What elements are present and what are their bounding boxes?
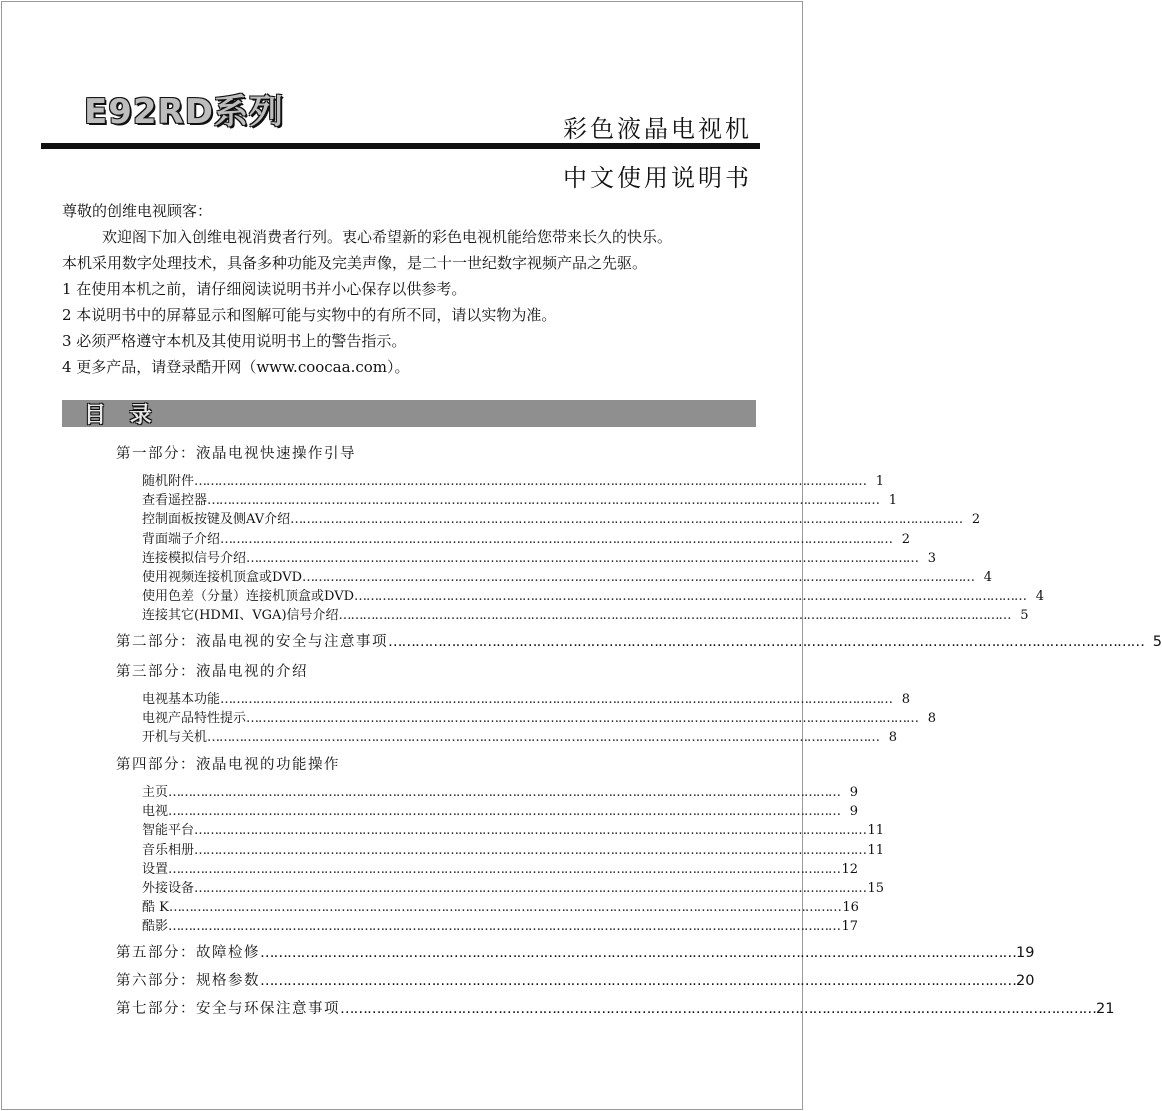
toc-heading: 目 录 (84, 403, 160, 428)
toc-leader: …………………………………………………………………………………………………………………………………………………… (338, 608, 1011, 624)
toc-part-5[interactable] (116, 941, 1035, 965)
toc-leader: …………………………………………………………………………………………………………………………………………………… (260, 972, 1016, 989)
toc-entry-label: 音乐相册 (142, 842, 195, 858)
toc-page-number: 12 (841, 861, 859, 877)
toc-page-number: 8 (888, 729, 898, 745)
toc-leader: …………………………………………………………………………………………………………………………………………………… (168, 804, 841, 820)
toc-entry[interactable] (116, 530, 911, 549)
salutation: 尊敬的创维电视顾客： (62, 202, 213, 220)
toc-part-7-title: 第七部分：安全与环保注意事项 (116, 1000, 340, 1017)
toc-leader: …………………………………………………………………………………………………………………………………………………… (290, 512, 963, 528)
toc-leader: …………………………………………………………………………………………………………………………………………………… (207, 493, 880, 509)
toc-entry[interactable] (116, 472, 885, 491)
toc-part-6[interactable] (116, 969, 1035, 993)
toc-part-1-title[interactable]: 第一部分：液晶电视快速操作引导 (116, 446, 356, 462)
welcome-paragraph: 欢迎阁下加入创维电视消费者行列。衷心希望新的彩色电视机能给您带来长久的快乐。 (102, 228, 673, 246)
toc-entry[interactable] (116, 821, 885, 840)
toc-part-4-items (116, 783, 885, 937)
toc-entry[interactable] (116, 510, 981, 529)
toc-page-number: 2 (901, 531, 911, 547)
toc-page-number: 19 (1016, 944, 1035, 961)
toc-entry[interactable] (116, 568, 993, 587)
toc-page-number: 8 (901, 691, 911, 707)
toc-leader: …………………………………………………………………………………………………………………………………………………… (194, 474, 867, 489)
toc-entry-label: 控制面板按键及侧AV介绍 (142, 512, 291, 528)
toc-entry-label: 主页 (142, 785, 169, 801)
table-of-contents (116, 444, 1162, 1021)
manual-title: 中文使用说明书 (563, 164, 752, 192)
toc-entry-label: 连接其它(HDMI、VGA)信号介绍 (142, 608, 339, 624)
intro-text (62, 198, 672, 380)
toc-entry-label: 酷 K (142, 900, 169, 916)
toc-leader: …………………………………………………………………………………………………………………………………………………… (220, 531, 893, 547)
toc-entry[interactable] (116, 709, 937, 728)
toc-entry-label: 查看遥控器 (142, 493, 208, 509)
toc-leader: …………………………………………………………………………………………………………………………………………………… (168, 785, 841, 801)
toc-part-5-title: 第五部分：故障检修 (116, 944, 260, 961)
toc-part-4-title[interactable]: 第四部分：液晶电视的功能操作 (116, 757, 340, 774)
toc-entry-label: 电视 (142, 804, 169, 820)
toc-page-number: 17 (841, 919, 859, 935)
toc-entry-label: 设置 (142, 861, 169, 877)
toc-leader: …………………………………………………………………………………………………………………………………………………… (260, 944, 1016, 961)
toc-page-number: 5 (1020, 608, 1029, 624)
toc-heading-bar (62, 400, 756, 427)
toc-leader: …………………………………………………………………………………………………………………………………………………… (302, 569, 975, 585)
toc-entry[interactable] (116, 898, 859, 917)
note-1: 1 在使用本机之前，请仔细阅读说明书并小心保存以供参考。 (62, 280, 467, 298)
toc-page-number: 4 (1035, 589, 1045, 605)
toc-leader: …………………………………………………………………………………………………………………………………………………… (194, 881, 867, 896)
toc-entry[interactable] (116, 728, 898, 747)
toc-entry-label: 酷影 (142, 919, 169, 935)
product-name: 彩色液晶电视机 (563, 115, 752, 143)
toc-entry-label: 电视产品特性提示 (142, 710, 247, 726)
toc-page-number: 20 (1016, 972, 1035, 989)
toc-leader: …………………………………………………………………………………………………………………………………………………… (340, 1000, 1096, 1017)
toc-entry[interactable] (116, 841, 885, 860)
toc-entry[interactable] (116, 491, 898, 510)
toc-part-2[interactable] (116, 630, 1162, 654)
toc-leader: …………………………………………………………………………………………………………………………………………………… (194, 842, 867, 858)
toc-leader: …………………………………………………………………………………………………………………………………………………… (388, 633, 1144, 650)
toc-page-number: 11 (867, 823, 885, 839)
toc-entry[interactable] (116, 860, 859, 879)
toc-leader: …………………………………………………………………………………………………………………………………………………… (168, 900, 841, 916)
toc-page-number: 11 (867, 842, 885, 858)
toc-entry[interactable] (116, 802, 859, 821)
toc-part-2-title: 第二部分：液晶电视的安全与注意事项 (116, 633, 388, 650)
toc-entry-label: 背面端子介绍 (142, 531, 221, 547)
toc-page-number: 9 (849, 804, 859, 820)
toc-part-6-title: 第六部分：规格参数 (116, 972, 260, 989)
toc-entry-label: 随机附件 (142, 474, 195, 489)
toc-page-number: 2 (971, 512, 981, 528)
toc-page-number: 9 (849, 785, 859, 801)
toc-page-number: 8 (927, 710, 937, 726)
toc-leader: …………………………………………………………………………………………………………………………………………………… (168, 861, 841, 877)
note-3: 3 必须严格遵守本机及其使用说明书上的警告指示。 (62, 332, 407, 350)
toc-page-number: 4 (983, 569, 993, 585)
toc-leader: …………………………………………………………………………………………………………………………………………………… (246, 550, 919, 566)
toc-entry[interactable] (116, 606, 1029, 625)
toc-leader: …………………………………………………………………………………………………………………………………………………… (168, 919, 841, 935)
series-title: E92RD系列 (84, 92, 284, 132)
toc-leader: …………………………………………………………………………………………………………………………………………………… (220, 691, 893, 707)
toc-leader: …………………………………………………………………………………………………………………………………………………… (246, 710, 919, 726)
toc-entry[interactable] (116, 549, 937, 568)
toc-entry-label: 外接设备 (142, 881, 195, 896)
toc-part-3-items (116, 690, 937, 748)
toc-leader: …………………………………………………………………………………………………………………………………………………… (194, 823, 867, 839)
header-rule (41, 143, 760, 149)
toc-part-7[interactable] (116, 997, 1115, 1021)
toc-entry-label: 连接模拟信号介绍 (142, 550, 247, 566)
toc-leader: …………………………………………………………………………………………………………………………………………………… (354, 589, 1027, 605)
toc-leader: …………………………………………………………………………………………………………………………………………………… (207, 729, 880, 745)
toc-part-1-items (116, 472, 1045, 626)
tech-paragraph: 本机采用数字处理技术，具备多种功能及完美声像，是二十一世纪数字视频产品之先驱。 (62, 254, 648, 272)
toc-entry-label: 使用色差（分量）连接机顶盒或DVD (142, 589, 355, 605)
toc-entry-label: 电视基本功能 (142, 691, 221, 707)
toc-part-3-title[interactable]: 第三部分：液晶电视的介绍 (116, 663, 308, 680)
toc-page-number: 1 (888, 493, 898, 509)
toc-entry-label: 开机与关机 (142, 729, 208, 745)
toc-entry[interactable] (116, 690, 911, 709)
toc-page-number: 5 (1152, 633, 1162, 650)
note-2: 2 本说明书中的屏幕显示和图解可能与实物中的有所不同，请以实物为准。 (62, 306, 557, 324)
toc-page-number: 16 (842, 900, 859, 916)
toc-entry[interactable] (116, 917, 859, 936)
toc-entry[interactable] (116, 879, 885, 898)
toc-entry[interactable] (116, 783, 859, 802)
toc-entry-label: 智能平台 (142, 823, 195, 839)
toc-entry[interactable] (116, 587, 1045, 606)
toc-page-number: 21 (1096, 1000, 1115, 1017)
toc-entry-label: 使用视频连接机顶盒或DVD (142, 569, 303, 585)
note-4: 4 更多产品，请登录酷开网（www.coocaa.com）。 (62, 358, 410, 376)
toc-page-number: 1 (875, 474, 885, 489)
toc-page-number: 15 (867, 881, 885, 896)
toc-page-number: 3 (927, 550, 937, 566)
